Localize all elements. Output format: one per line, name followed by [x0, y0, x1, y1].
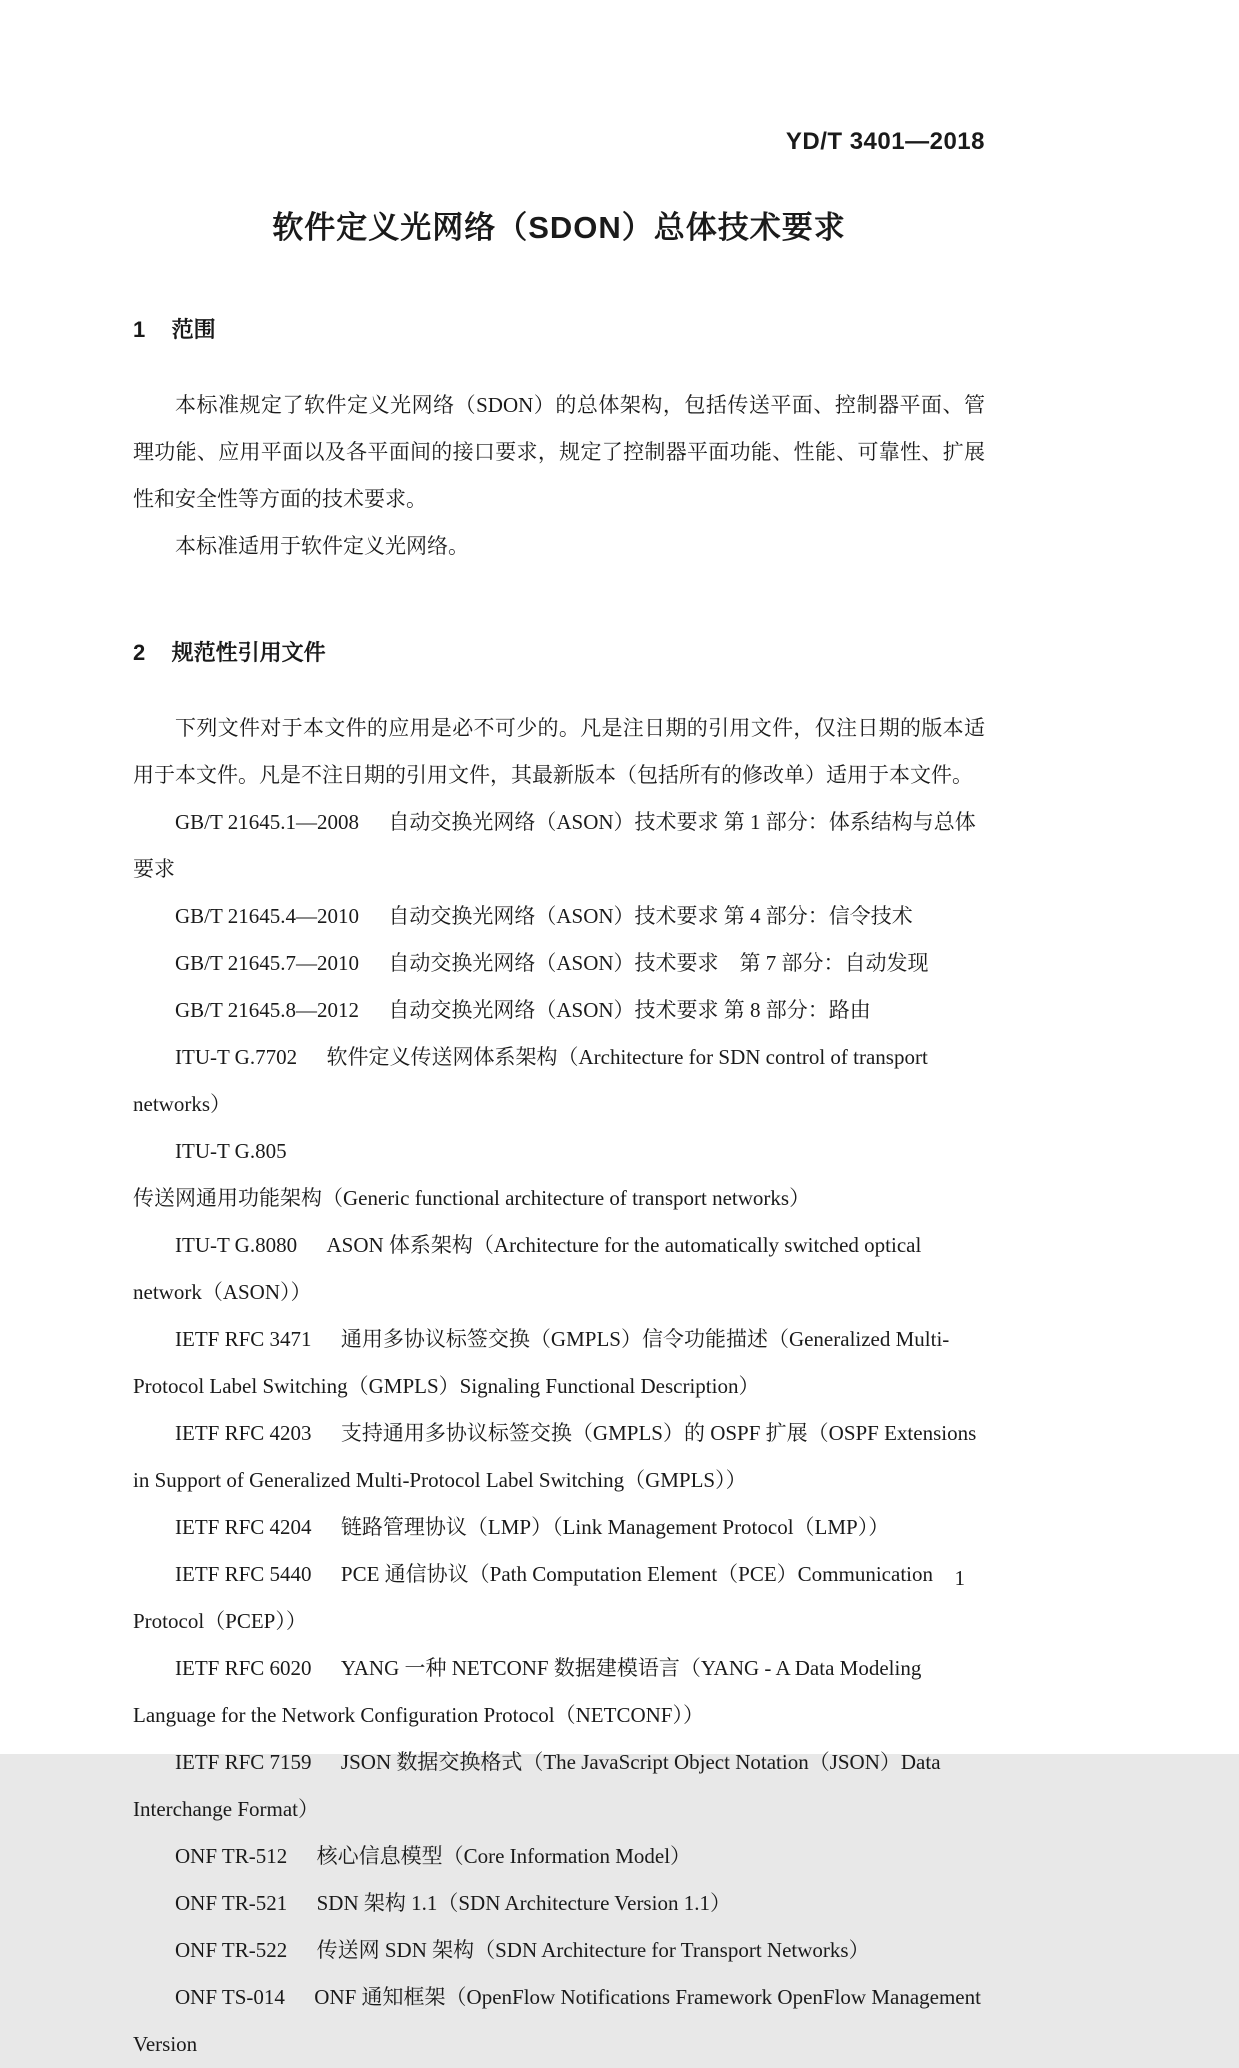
reference-id: GB/T 21645.1—2008 [175, 810, 359, 834]
reference-id: ONF TR-512 [175, 1844, 288, 1868]
reference-title: 链路管理协议（LMP）（Link Management Protocol（LMP）） [340, 1515, 890, 1539]
reference-title: YANG 一种 NETCONF 数据建模语言（YANG - A Data Modeling Language for the Network Configuration Protocol（NETCONF）） [133, 1656, 922, 1727]
reference-item [133, 1645, 985, 1739]
reference-id: IETF RFC 6020 [175, 1656, 312, 1680]
reference-title: 软件定义传送网体系架构（Architecture for SDN control of transport networks） [133, 1045, 928, 1116]
reference-id: IETF RFC 4203 [175, 1421, 312, 1445]
doc-title: 软件定义光网络（SDON）总体技术要求 [272, 210, 846, 245]
reference-id: ONF TR-522 [175, 1938, 288, 1962]
reference-item [133, 1833, 985, 1880]
reference-item [133, 1034, 985, 1128]
reference-id: IETF RFC 4204 [175, 1515, 312, 1539]
reference-item [133, 940, 985, 987]
reference-item [133, 1739, 985, 1833]
reference-title: 自动交换光网络（ASON）技术要求 第 1 部分：体系结构与总体要求 [133, 810, 976, 881]
reference-id: ONF TR-521 [175, 1891, 288, 1915]
reference-title: 自动交换光网络（ASON）技术要求 第 4 部分：信令技术 [388, 904, 913, 928]
reference-id: GB/T 21645.4—2010 [175, 904, 359, 928]
references-list [133, 799, 985, 2068]
reference-id: ONF TS-014 [175, 1985, 285, 2009]
reference-id: GB/T 21645.7—2010 [175, 951, 359, 975]
reference-id: GB/T 21645.8—2012 [175, 998, 359, 1022]
scope-paragraph-2: 本标准适用于软件定义光网络。 [175, 534, 469, 558]
reference-title: 自动交换光网络（ASON）技术要求 第 7 部分：自动发现 [388, 951, 929, 975]
section-2-number: 2 [133, 640, 146, 665]
section-1-heading [133, 313, 985, 344]
references-intro: 下列文件对于本文件的应用是必不可少的。凡是注日期的引用文件，仅注日期的版本适用于本文件。凡是不注日期的引用文件，其最新版本（包括所有的修改单）适用于本文件。 [133, 716, 985, 787]
reference-id: IETF RFC 7159 [175, 1750, 312, 1774]
reference-title: SDN 架构 1.1（SDN Architecture Version 1.1） [316, 1891, 731, 1915]
reference-title: 传送网通用功能架构（Generic functional architecture of transport networks） [133, 1186, 811, 1210]
reference-id: ITU-T G.8080 [175, 1233, 298, 1257]
page-content [133, 128, 985, 2068]
reference-item [133, 1410, 985, 1504]
page-number: 1 [954, 1566, 965, 1590]
section-1-title: 范围 [171, 317, 216, 342]
reference-title: 通用多协议标签交换（GMPLS）信令功能描述（Generalized Multi-Protocol Label Switching（GMPLS）Signaling Functional Description） [133, 1327, 950, 1398]
reference-item [133, 1316, 985, 1410]
reference-title: ONF 通知框架（OpenFlow Notifications Framework OpenFlow Management Version [133, 1985, 981, 2056]
reference-title: 核心信息模型（Core Information Model） [316, 1844, 692, 1868]
section-2-heading [133, 636, 985, 667]
reference-item [133, 799, 985, 893]
reference-id: IETF RFC 5440 [175, 1562, 312, 1586]
reference-title: ASON 体系架构（Architecture for the automatically switched optical network（ASON）） [133, 1233, 922, 1304]
reference-item [133, 987, 985, 1034]
reference-title: PCE 通信协议（Path Computation Element（PCE）Communication Protocol（PCEP）） [133, 1562, 933, 1633]
section-2-title: 规范性引用文件 [171, 640, 326, 665]
reference-title: 传送网 SDN 架构（SDN Architecture for Transport Networks） [316, 1938, 870, 1962]
reference-item [133, 1974, 985, 2068]
reference-title: 自动交换光网络（ASON）技术要求 第 8 部分：路由 [388, 998, 871, 1022]
reference-item [133, 1927, 985, 1974]
reference-id: IETF RFC 3471 [175, 1327, 312, 1351]
reference-id: ITU-T G.7702 [175, 1045, 298, 1069]
reference-item [133, 1128, 985, 1222]
reference-item [133, 893, 985, 940]
reference-item [133, 1504, 985, 1551]
reference-title: 支持通用多协议标签交换（GMPLS）的 OSPF 扩展（OSPF Extensions in Support of Generalized Multi-Protocol Label Switching（GMPLS）） [133, 1421, 977, 1492]
doc-number: YD/T 3401—2018 [785, 128, 985, 155]
reference-id: ITU-T G.805 [175, 1139, 287, 1163]
section-1-number: 1 [133, 317, 146, 342]
reference-item [133, 1880, 985, 1927]
reference-title: JSON 数据交换格式（The JavaScript Object Notation（JSON）Data Interchange Format） [133, 1750, 941, 1821]
reference-item [133, 1222, 985, 1316]
scope-paragraph-1: 本标准规定了软件定义光网络（SDON）的总体架构，包括传送平面、控制器平面、管理功能、应用平面以及各平面间的接口要求，规定了控制器平面功能、性能、可靠性、扩展性和安全性等方面的技术要求。 [133, 393, 985, 511]
